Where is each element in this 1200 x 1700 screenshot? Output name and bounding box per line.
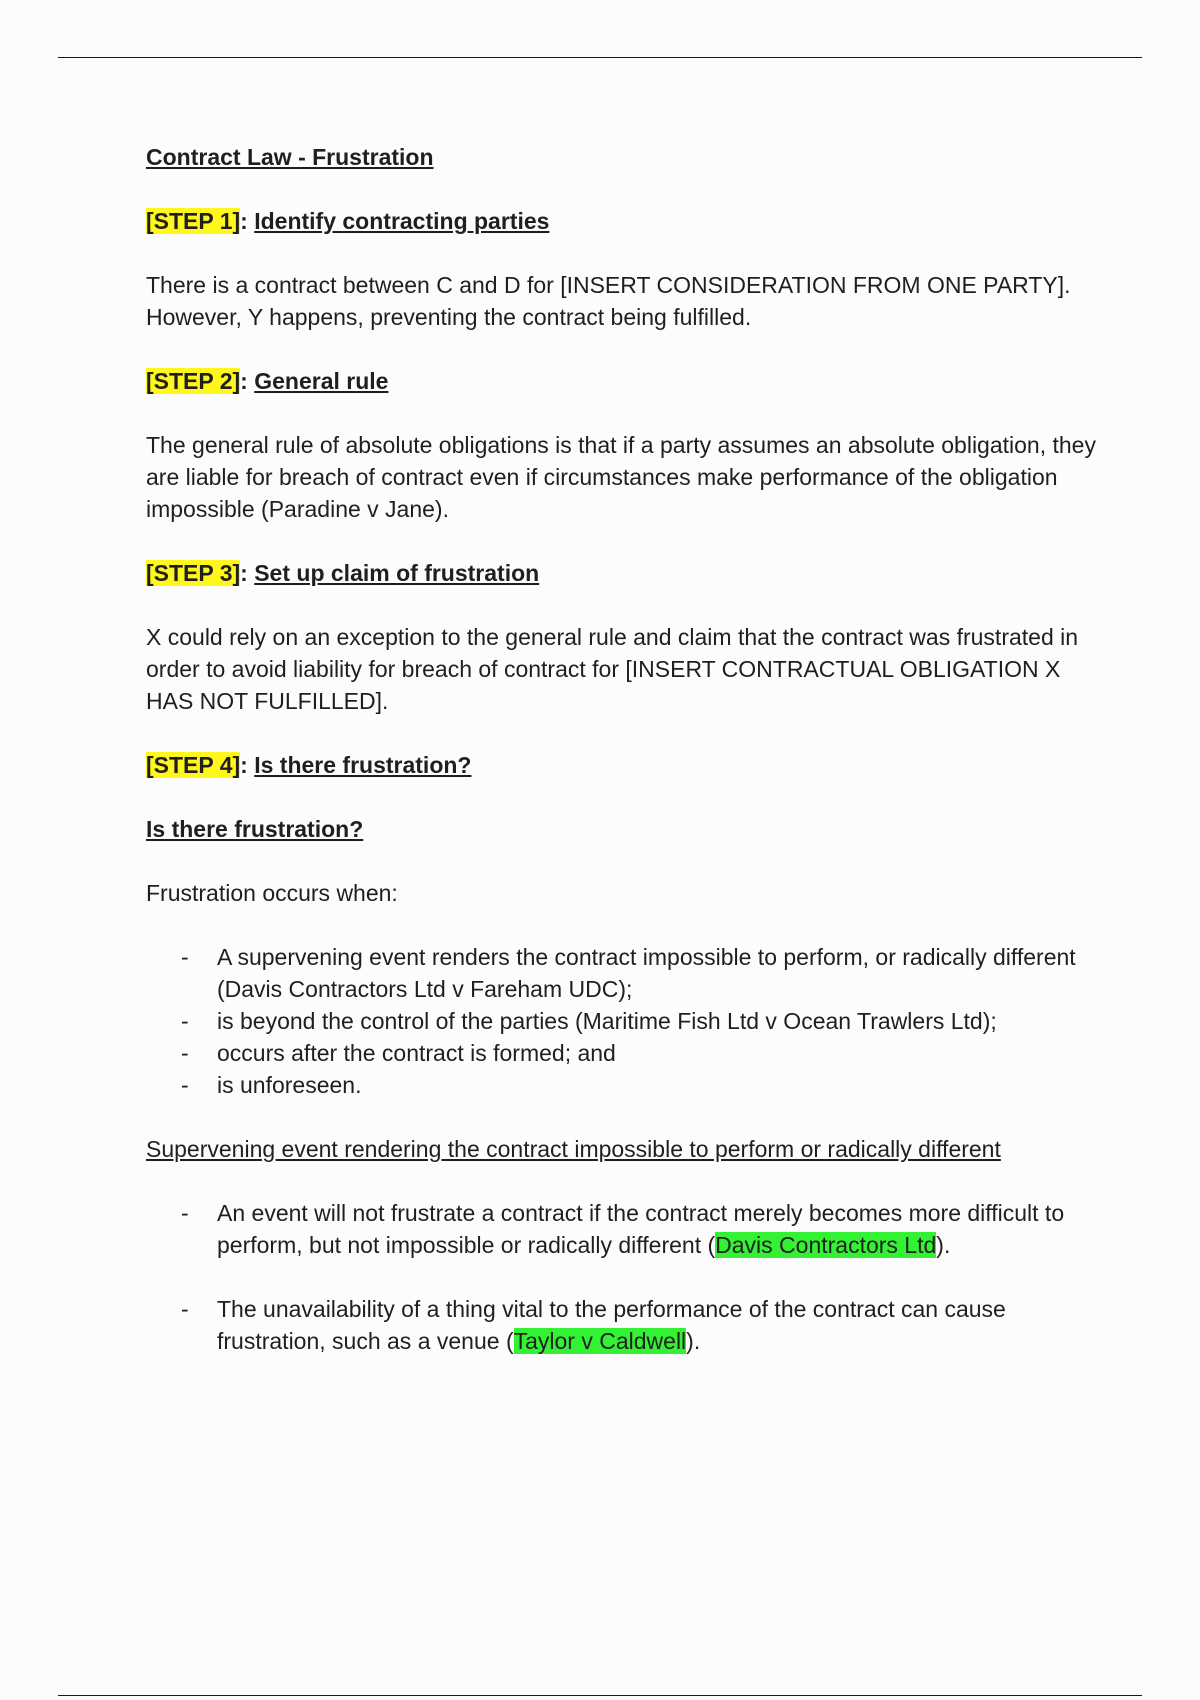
list-item: - occurs after the contract is formed; and [146,1037,1106,1069]
document-title: Contract Law - Frustration [146,144,434,170]
frustration-heading: Is there frustration? [146,816,364,842]
step-1-tag: [STEP 1] [146,208,241,234]
step-1-separator: : [240,208,248,234]
point-text-end: ). [686,1328,701,1354]
step-2-tag: [STEP 2] [146,368,241,394]
point-text: The unavailability of a thing vital to the performance of the contract can cause frustration, such as a venue ( [217,1296,1006,1354]
step-1-title: Identify contracting parties [254,208,550,234]
supervening-event-heading: Supervening event rendering the contract impossible to perform or radically different [146,1136,1001,1162]
step-3-separator: : [240,560,248,586]
step-3-paragraph: X could rely on an exception to the general rule and claim that the contract was frustrated in order to avoid liability for breach of contract for [INSERT CONTRACTUAL OBLIGATION X HAS NOT FULFILLED]. [146,624,1079,714]
step-1-heading [146,205,1106,237]
step-2-heading [146,365,1106,397]
frustration-conditions-list [146,941,1106,1101]
supervening-event-list [146,1197,1106,1357]
list-item [146,1197,1106,1261]
step-2-paragraph: The general rule of absolute obligations is that if a party assumes an absolute obligation, they are liable for breach of contract even if circumstances make performance of the obligation impossible (Paradine v Jane). [146,432,1096,522]
frustration-intro: Frustration occurs when: [146,880,398,906]
step-4-tag: [STEP 4] [146,752,241,778]
document-body [146,141,1106,1389]
step-3-tag: [STEP 3] [146,560,241,586]
step-4-heading [146,749,1106,781]
step-4-title: Is there frustration? [254,752,472,778]
list-item: - is unforeseen. [146,1069,1106,1101]
point-text-end: ). [936,1232,951,1258]
step-1-paragraph: There is a contract between C and D for [INSERT CONSIDERATION FROM ONE PARTY]. However, Y happens, preventing the contract being fulfilled. [146,272,1071,330]
list-item [146,1293,1106,1357]
case-highlight: Davis Contractors Ltd [715,1232,937,1258]
bottom-rule [58,1695,1142,1696]
point-text: An event will not frustrate a contract if the contract merely becomes more difficult to perform, but not impossible or radically different ( [217,1200,1065,1258]
step-3-title: Set up claim of frustration [254,560,540,586]
step-4-separator: : [240,752,248,778]
step-2-separator: : [240,368,248,394]
list-item: - is beyond the control of the parties (Maritime Fish Ltd v Ocean Trawlers Ltd); [146,1005,1106,1037]
top-rule [58,57,1142,58]
case-highlight: Taylor v Caldwell [513,1328,687,1354]
step-2-title: General rule [254,368,389,394]
step-3-heading [146,557,1106,589]
list-item: - A supervening event renders the contract impossible to perform, or radically different (Davis Contractors Ltd v Fareham UDC); [146,941,1106,1005]
